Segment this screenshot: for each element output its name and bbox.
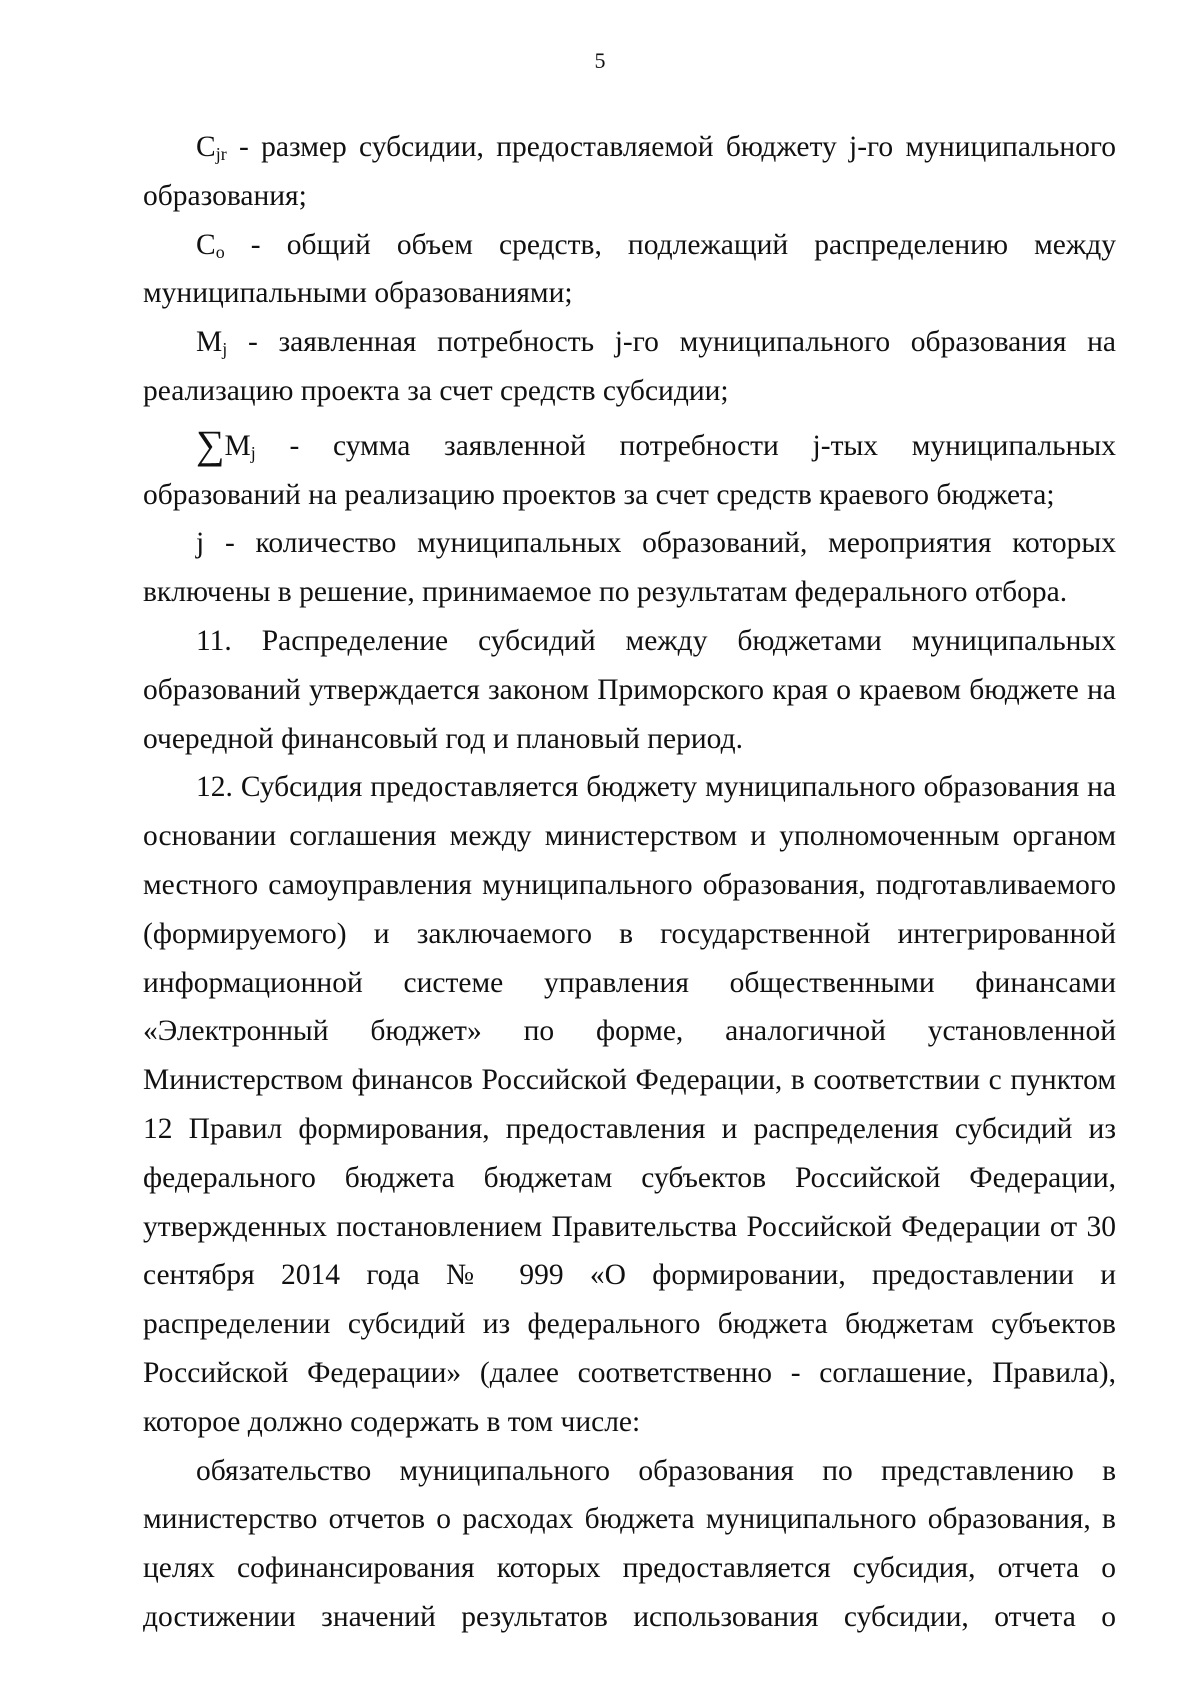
summation-sign: ∑: [196, 421, 225, 467]
paragraph-12: 12. Субсидия предоставляется бюджету муниципального образования на основании соглашения между министерством и уполномоченным органом местного самоуправления муниципального образования, подготавливаемого (формируемого) и заключаемого в государственной интегрированной информационной системе управления общественными финансами «Электронный бюджет» по форме, аналогичной установленной Министерством финансов Российской Федерации, в соответствии с пунктом 12 Правил формирования, предоставления и распределения субсидий из федерального бюджета бюджетам субъектов Российской Федерации, утвержденных постановлением Правительства Российской Федерации от 30 сентября 2014 года № 999 «О формировании, предоставлении и распределении субсидий из федерального бюджета бюджетам субъектов Российской Федерации» (далее соответственно - соглашение, Правила), которое должно содержать в том числе:: [143, 771, 1116, 1438]
definition-mj: [143, 318, 1116, 416]
symbol-mj: $M_j$: [196, 326, 228, 360]
definition-cjr: [143, 123, 1116, 221]
definition-text: - общий объем средств, подлежащий распределению между муниципальными образованиями;: [143, 228, 1116, 310]
symbol-cjr: $C_{jr}$: [196, 131, 227, 164]
paragraph-11: 11. Распределение субсидий между бюджетами муниципальных образований утверждается законом Приморского края о краевом бюджете на очередной финансовый год и плановый период.: [143, 624, 1116, 755]
definition-text: - размер субсидии, предоставляемой бюджету j-го муниципального образования;: [143, 131, 1116, 212]
definition-co: [143, 221, 1116, 319]
paragraph-obligation: обязательство муниципального образования по представлению в министерство отчетов о расходах бюджета муниципального образования, в целях софинансирования которых предоставляется субсидия, отчета о достижении значений результатов использования субсидии, отчета о: [143, 1454, 1116, 1633]
definition-text: - заявленная потребность j-го муниципального образования на реализацию проекта за счет средств субсидии;: [143, 326, 1116, 407]
definition-text: - сумма заявленной потребности j-тых муниципальных образований на реализацию проектов за счет средств краевого бюджета;: [143, 429, 1116, 511]
symbol-sum-mj: $\sum M_j$: [196, 421, 256, 467]
definition-sum-mj: [143, 422, 1116, 520]
document-body: [143, 126, 1116, 1642]
page-number: 5: [594, 48, 606, 73]
definition-j: j - количество муниципальных образований, мероприятия которых включены в решение, принимаемое по результатам федерального отбора.: [143, 527, 1116, 609]
symbol-co: $C_o$: [196, 228, 225, 262]
